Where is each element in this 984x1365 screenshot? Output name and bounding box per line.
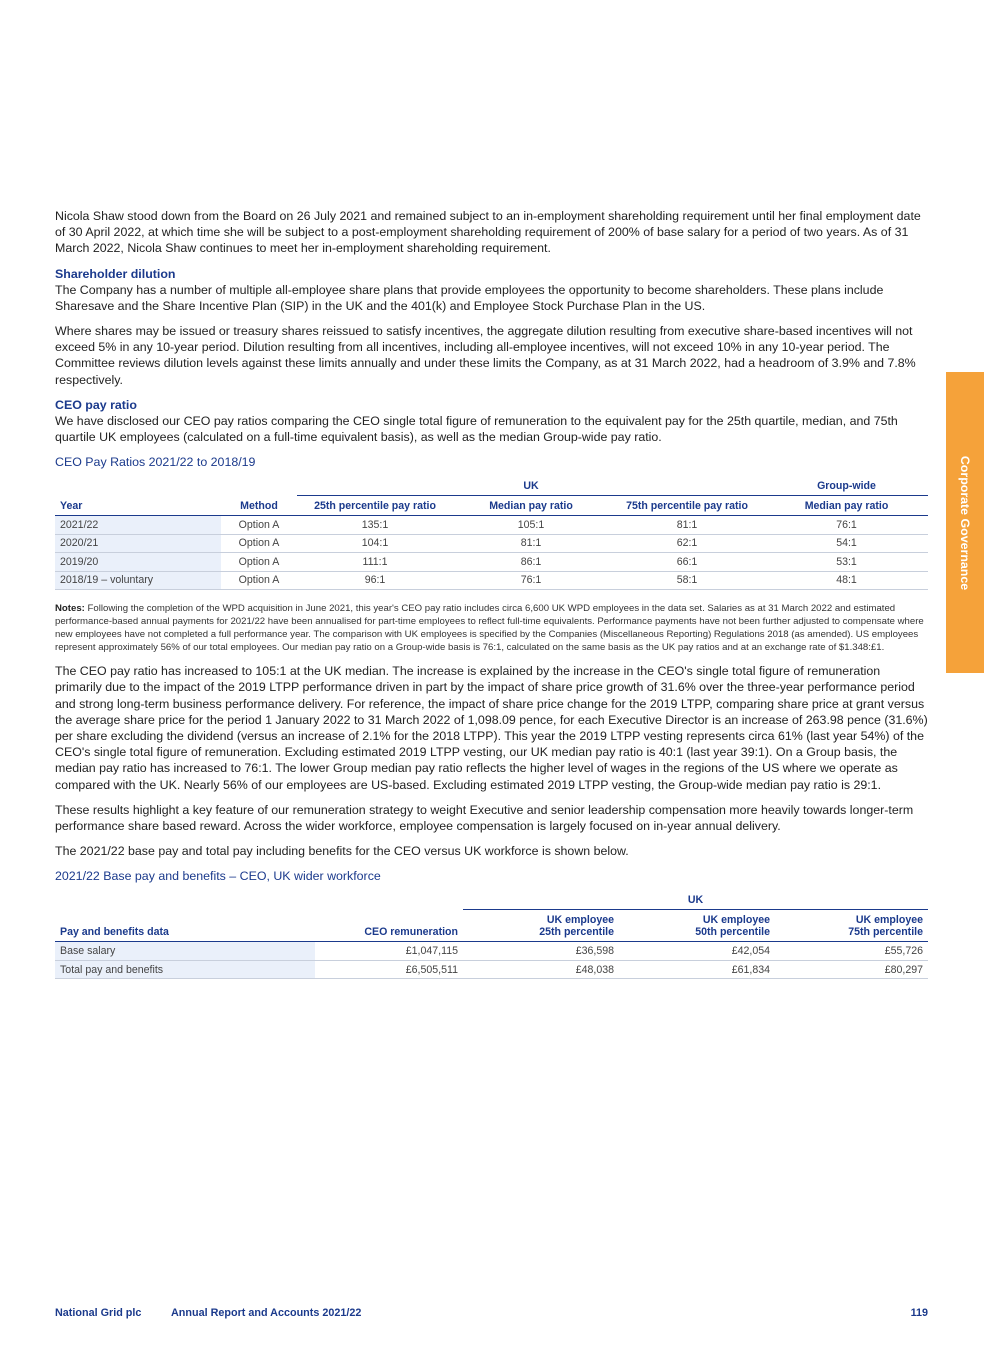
table-cell: 76:1 [453, 571, 609, 590]
body-paragraph-1: The CEO pay ratio has increased to 105:1 at the UK median. The increase is explained by the increase in the CEO's single total figure of remuneration primarily due to the impact of the 2019 LTPP performance driven in part by the impact of share price growth of 31.6% over the three-year performance period and strong long-term business performance delivery. For reference, the impact of share price change for the 2019 LTPP, comparing share price at grant versus the average share price for the period 1 January 2022 to 31 March 2022 of 1,098.09 pence, for each Executive Director is an increase of 263.98 pence (31.6%) per share excluding the dividend (versus an increase of 2.1% for the 2018 LTPP). This year the 2019 LTPP vesting represents circa 61% (last year 54%) of the CEO's single total figure of remuneration. Excluding estimated 2019 LTPP vesting, our UK median pay ratio is 40:1 (last year 39:1). On a Group basis, the median pay ratio has increased to 76:1. The lower Group median pay ratio reflects the higher level of wages in the regions of the US where we operate as compared with the UK. Nearly 56% of our employees are US-based. Excluding estimated 2019 LTPP vesting, the Group-wide median pay ratio is 29:1. [55, 664, 928, 792]
table-cell: 76:1 [765, 516, 928, 535]
table1-header-25th: 25th percentile pay ratio [297, 496, 453, 516]
table-cell: 81:1 [453, 534, 609, 553]
table-cell: £1,047,115 [315, 942, 463, 961]
table2-header-75th: UK employee 75th percentile [775, 910, 928, 942]
table-cell: 104:1 [297, 534, 453, 553]
table-cell: 48:1 [765, 571, 928, 590]
table-cell: £61,834 [619, 960, 775, 979]
table-row [55, 534, 928, 553]
corporate-governance-tab[interactable] [946, 372, 984, 673]
body-paragraph-2: These results highlight a key feature of our remuneration strategy to weight Executive and senior leadership compensation more heavily towards longer-term performance share based reward. Across the wider workforce, employee compensation is largely focused on in-year annual delivery. [55, 802, 914, 834]
table1-header-row [55, 496, 928, 516]
table-cell: 2020/21 [55, 534, 221, 553]
table1-caption: CEO Pay Ratios 2021/22 to 2018/19 [55, 455, 256, 470]
notes-label: Notes: [55, 603, 85, 615]
table2-header-row [55, 910, 928, 942]
table-cell: 135:1 [297, 516, 453, 535]
base-pay-table [55, 892, 928, 979]
ceo-pay-ratio-paragraph: We have disclosed our CEO pay ratios comparing the CEO single total figure of remuneration to the equivalent pay for the 25th quartile, median, and 75th quartile UK employees (calculated on a full-time equivalent basis), as well as the median Group-wide pay ratio. [55, 413, 898, 445]
table1-header-median-uk: Median pay ratio [453, 496, 609, 516]
table-cell: 86:1 [453, 553, 609, 572]
table1-group-uk: UK [297, 478, 765, 496]
table-cell: £48,038 [463, 960, 619, 979]
table-row [55, 553, 928, 572]
table2-header-50th: UK employee 50th percentile [619, 910, 775, 942]
table-row [55, 960, 928, 979]
table-cell: 2018/19 – voluntary [55, 571, 221, 590]
table2-header-25th: UK employee 25th percentile [463, 910, 619, 942]
table-row [55, 571, 928, 590]
table2-header-ceo: CEO remuneration [315, 910, 463, 942]
page-content [55, 208, 928, 979]
table-cell: Option A [221, 534, 297, 553]
intro-paragraph: Nicola Shaw stood down from the Board on 26 July 2021 and remained subject to an in-employment shareholding requirement until her final employment date of 30 April 2022, at which time she will be subject to a post-employment shareholding requirement of 200% of base salary for a period of two years. As of 31 March 2022, Nicola Shaw continues to meet her in-employment shareholding requirement. [55, 209, 921, 256]
table-cell: 53:1 [765, 553, 928, 572]
table-cell: 105:1 [453, 516, 609, 535]
table-cell: £36,598 [463, 942, 619, 961]
table-cell: Option A [221, 553, 297, 572]
table-cell: 111:1 [297, 553, 453, 572]
table2-caption: 2021/22 Base pay and benefits – CEO, UK wider workforce [55, 869, 381, 884]
table1-header-median-group: Median pay ratio [765, 496, 928, 516]
footer-company: National Grid plc [55, 1307, 142, 1319]
table-cell: Base salary [55, 942, 315, 961]
table-cell: £42,054 [619, 942, 775, 961]
table-row [55, 942, 928, 961]
table-cell: Option A [221, 571, 297, 590]
table1-header-year: Year [55, 496, 221, 516]
table1-notes [55, 602, 928, 654]
table-cell: Option A [221, 516, 297, 535]
ceo-pay-ratio-heading: CEO pay ratio [55, 397, 137, 412]
table2-group-row [55, 892, 928, 910]
table-cell: 62:1 [609, 534, 765, 553]
dilution-paragraph-1: The Company has a number of multiple all-employee share plans that provide employees the opportunity to become shareholders. These plans include Sharesave and the Share Incentive Plan (SIP) in the UK and the 401(k) and Employee Stock Purchase Plan in the US. [55, 282, 884, 313]
table-cell: 54:1 [765, 534, 928, 553]
table-cell: 96:1 [297, 571, 453, 590]
body-paragraph-3: The 2021/22 base pay and total pay including benefits for the CEO versus UK workforce is shown below. [55, 844, 629, 859]
table-cell: 81:1 [609, 516, 765, 535]
table-cell: Total pay and benefits [55, 960, 315, 979]
table1-header-method: Method [221, 496, 297, 516]
shareholder-dilution-heading: Shareholder dilution [55, 266, 176, 281]
notes-text: Following the completion of the WPD acquisition in June 2021, this year's CEO pay ratio includes circa 6,600 UK WPD employees in the data set. Salaries as at 31 March 2022 and estimated performance-based annual payments for 2021/22 have been annualised for part-time employees to reflect full-time equivalents. Performance payments have not been further adjusted to compensate where new employees have not completed a full performance year. The comparison with UK employees is specified by the Companies (Miscellaneous Reporting) Regulations 2018 (as amended). US employees represent approximately 56% of our total employees. Our median pay ratio on a Group-wide basis is 76:1, calculated on the same basis as the UK pay ratios and at an exchange rate of $1.348:£1. [55, 603, 924, 654]
table1-header-75th: 75th percentile pay ratio [609, 496, 765, 516]
table-cell: £55,726 [775, 942, 928, 961]
footer-document-title: Annual Report and Accounts 2021/22 [171, 1307, 362, 1319]
side-tab-label: Corporate Governance [958, 455, 972, 590]
table2-group-uk: UK [463, 892, 928, 910]
table-cell: 66:1 [609, 553, 765, 572]
table-cell: 2019/20 [55, 553, 221, 572]
table-cell: £80,297 [775, 960, 928, 979]
table-cell: 2021/22 [55, 516, 221, 535]
ceo-pay-ratio-table [55, 478, 928, 590]
page-number: 119 [910, 1307, 928, 1319]
table1-group-groupwide: Group-wide [765, 478, 928, 496]
table-cell: £6,505,511 [315, 960, 463, 979]
dilution-paragraph-2: Where shares may be issued or treasury shares reissued to satisfy incentives, the aggregate dilution resulting from executive share-based incentives will not exceed 5% in any 10-year period. Dilution resulting from all incentives, including all-employee incentives, will not exceed 10% in any 10-year period. The Committee reviews dilution levels against these limits annually and under these limits the Company, as at 31 March 2022, had a headroom of 3.9% and 7.8% respectively. [55, 324, 916, 387]
table-cell: 58:1 [609, 571, 765, 590]
table2-header-data: Pay and benefits data [55, 910, 315, 942]
table-row [55, 516, 928, 535]
table1-group-row [55, 478, 928, 496]
